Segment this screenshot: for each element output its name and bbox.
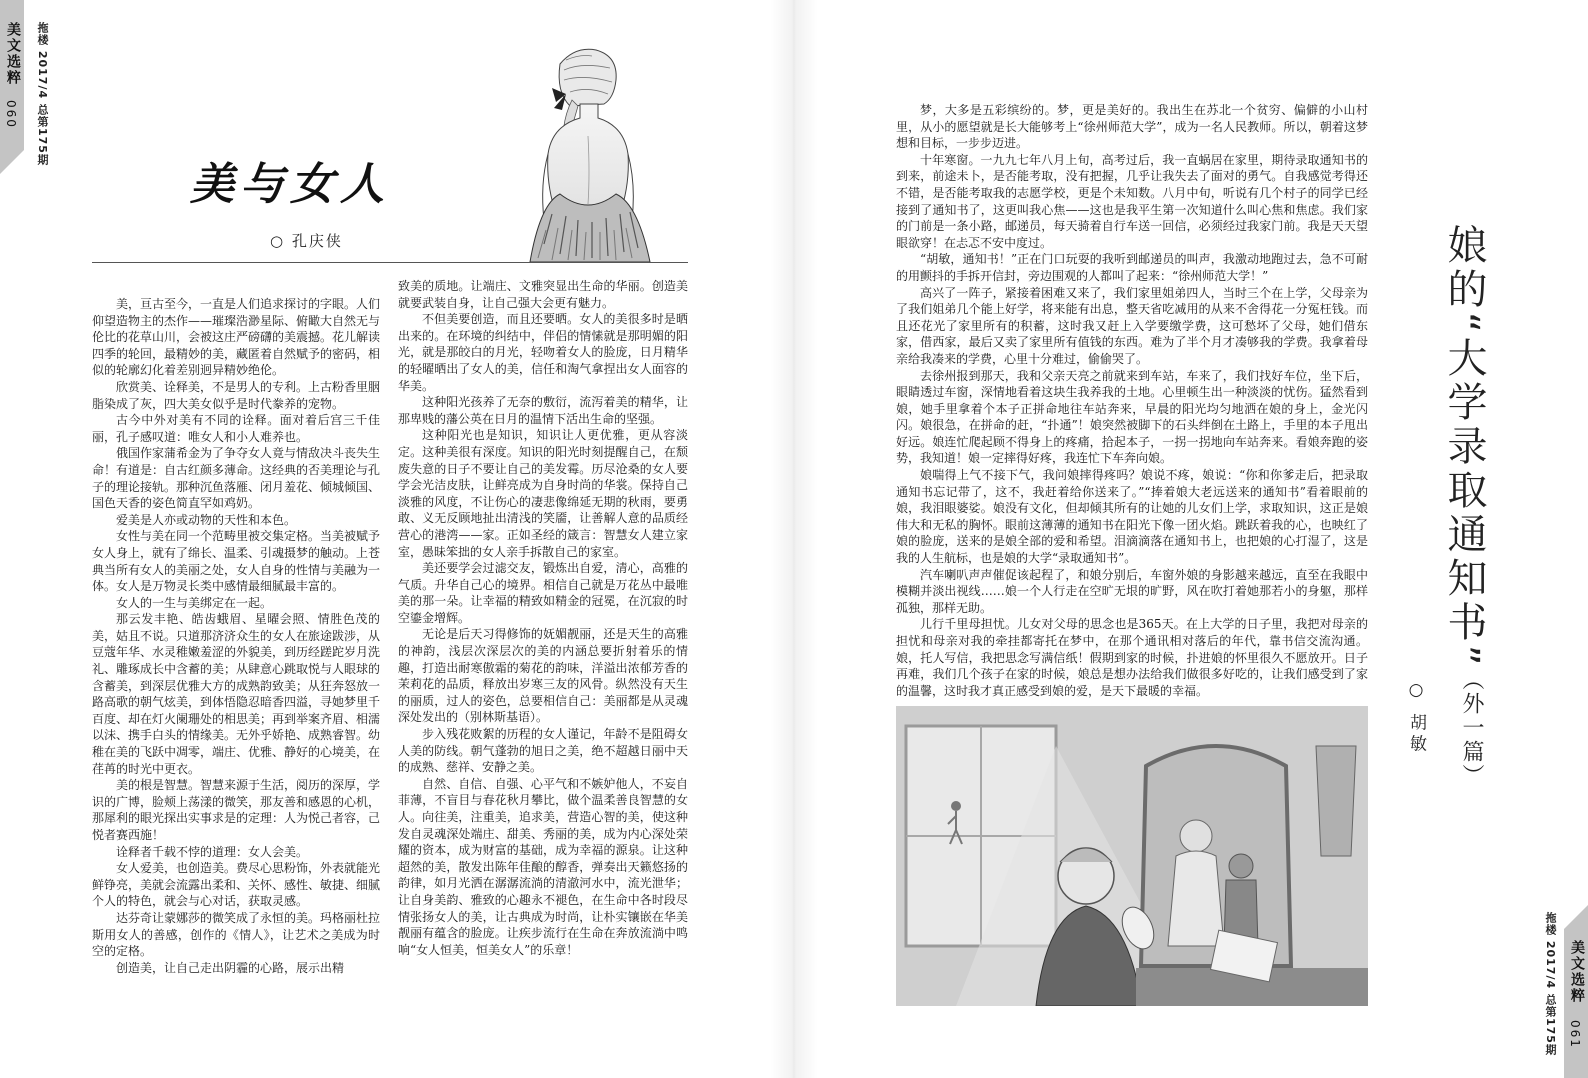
right-article-author: ○ 胡敏 [1406,680,1426,756]
paragraph: 高兴了一阵子，紧接着困难又来了，我们家里姐弟四人，当时三个在上学，父母亲为了我们姐弟几个能上好学，将来能有出息，整天省吃减用的从来不舍得花一分冤枉钱。而且还花光了家里所有的积蓄，这时我又赶上入学要缴学费，这可愁坏了父母，她们借东家，借西家，最后又卖了家里所有值钱的东西。难为了半个月才凑够我的学费。我拿着母亲给我凑来的学费，心里十分难过，偷偷哭了。 [896,285,1368,366]
paragraph: “胡敏，通知书！”正在门口玩耍的我听到邮递员的叫声，我激动地跑过去，急不可耐的用颤抖的手拆开信封，旁边围观的人都叫了起来：“徐州师范大学！” [896,252,1368,283]
paragraph: 诠释者千载不悖的道理：女人会美。 [116,844,309,859]
paragraph: 汽车喇叭声声催促该起程了，和娘分别后，车窗外娘的身影越来越远，直至在我眼中模糊并淡出视线……娘一个人行走在空旷无垠的旷野，风在吹打着她那若小的身躯，那样孤独，那样无助。 [896,567,1368,615]
right-tab-corner [1564,905,1588,929]
paragraph: 俄国作家蒲希金为了争夺女人竟与情敌决斗丧失生命！有道是：自古红颜多薄命。这经典的否美理论与孔子的理论接轨。那种沉鱼落雁、闭月羞花、倾城倾国、国色天香的姿色简直罕如鸡奶。 [92,446,380,511]
paragraph: 欣赏美、诠释美，不是男人的专利。上古粉香里胭脂染成了灰，四大美女似乎是时代豢养的宠物。 [92,379,380,411]
paragraph: 古今中外对美有不同的诠释。面对着后宫三千佳丽，孔子感叹道：唯女人和小人难养也。 [92,413,380,444]
title-divider [92,262,688,263]
paragraph: 去徐州报到那天，我和父亲天亮之前就来到车站，车来了，我们找好车位，坐下后，眼睛透过车窗，深情地看着这块生我养我的土地。心里顿生出一种淡淡的忧伤。猛然看到娘，她手里拿着个本子正拼命地往车站奔来，早晨的阳光均匀地洒在娘的身上，金光闪闪。娘很急，在拼命的赶，“扑通”！娘突然被脚下的石头绊倒在土路上，手里的本子甩出好远。娘连忙爬起顾不得身上的疼痛，拾起本子，一拐一拐地向车站奔来。看娘奔跑的姿势，我知道！娘一定摔得好疼，我连忙下车奔向娘。 [896,368,1368,466]
mother-reading-letter-illustration [896,706,1368,1006]
right-tab-label: 美文选粹 [1569,940,1585,1004]
paragraph: 女人的一生与美绑定在一起。 [116,595,273,610]
article-title: 美与女人 [190,159,390,210]
paragraph: 梦，大多是五彩缤纷的。梦，更是美好的。我出生在苏北一个贫穷、偏僻的小山村里，从小的愿望就是长大能够考上“徐州师范大学”，成为一名人民教师。所以，朝着这梦想和目标，一步步迈进。 [896,103,1368,151]
left-column-1 [92,296,380,1068]
paragraph: 美，亘古至今，一直是人们追求探讨的字眼。人们仰望造物主的杰作——璀璨浩渺星际、俯瞰大自然无与伦比的花草山川，会被这庄严磅礴的美震撼。花儿解读四季的轮回，最精妙的美，藏匿着自然赋予的密码，相似的轮廓幻化着差别迥异精妙绝伦。 [92,297,380,378]
paragraph: 十年寒窗。一九九七年八月上旬，高考过后，我一直蜗居在家里，期待录取通知书的到来，前途未卜，是否能考取，没有把握，几乎让我失去了面对的勇气。自我感觉考得还不错，是否能考取我的志愿学校，更是个未知数。八月中旬，听说有几个村子的同学已经接到了通知书了，这更叫我心焦——这也是我平生第一次知道什么叫心焦和焦虑。我们家的门前是一条小路，邮递员，每天骑着自行车送一回信，必须经过我家门前。我是天天望眼欲穿！在忐忑不安中度过。 [896,152,1368,250]
paragraph: 达芬奇让蒙娜莎的微笑成了永恒的美。玛格丽杜拉斯用女人的善感，创作的《情人》，让艺术之美成为时空的定格。 [92,910,380,959]
woman-back-illustration [500,44,676,262]
left-tab-corner [0,150,24,174]
left-issue-info: 拖楼 2017/4 总第175期 [36,22,49,166]
right-page [794,0,1588,1078]
left-page-number: 060 [4,100,18,129]
paragraph: 致美的质地。让端庄、文雅突显出生命的华丽。创造美就要武装自身，让自己强大会更有魅力。 [398,279,688,310]
right-issue-info: 拖楼 2017/4 总第175期 [1544,912,1557,1056]
paragraph: 美还要学会过滤交友，锻炼出自爱，清心，高雅的气质。升华自己心的境界。相信自己就是万花丛中最唯美的那一朵。让幸福的精致如精金的冠冕，在沉寂的时空鎏金增辉。 [398,561,688,625]
left-column-2 [398,278,688,1068]
right-article-title: 娘的“大学录取通知书” [1441,224,1487,670]
paragraph: 那云发丰艳、皓齿蛾眉、星曜会照、情胜色茂的美，姑且不说。只道那济济众生的女人在旅途跋涉，从豆蔻年华、水灵稚嫩羞涩的外貌美，到历经蹉跎岁月洗礼、雕琢成长中含蓄的美；从肆意心跳取悦与人眼球的含蓄美，到深层优雅大方的成熟韵致美；从狂奔怒放一路高歌的朝气炫美，到体悟隐忍暗香四溢，寻她梦里千百度、却在灯火阑珊处的相思美；再到举案齐眉、相濡以沫、携手白头的情缘美。无外乎娇艳、成熟睿智。幼稚在美的飞跃中凋零，端庄、优雅、静好的心境美，在荏苒的时光中更衣。 [92,612,380,776]
right-article-body [896,102,1368,700]
article-author: ○ 孔庆侠 [270,232,343,250]
paragraph: 儿行千里母担忧。儿女对父母的思念也是365天。在上大学的日子里，我把对母亲的担忧和母亲对我的牵挂都寄托在梦中，在那个通讯相对落后的年代，靠书信交流沟通。娘，托人写信，我把思念写满信纸！假期到家的时候，扑进娘的怀里很久不愿放开。日子再难，我们几个孩子在家的时候，娘总是想办法给我们做很多好吃的，让我们感受到了家的温馨，这时我才真正感受到娘的爱，是天下最暖的幸福。 [896,617,1368,698]
right-page-number: 061 [1568,1020,1582,1049]
paragraph: 女人爱美，也创造美。费尽心思粉饰，外表就能光鲜铮亮，美就会流露出柔和、关怀、感性、敏捷、细腻个人的特色，就会与心对话，获取灵感。 [92,861,380,909]
paragraph: 创造美，让自己走出阴霾的心路，展示出精 [116,960,345,975]
paragraph: 爱美是人亦或动物的天性和本色。 [116,512,297,527]
paragraph: 娘喘得上气不接下气，我问娘摔得疼吗？娘说不疼，娘说：“你和你爹走后，把录取通知书忘记带了，这不，我赶着给你送来了。”“捧着娘大老远送来的通知书”看着眼前的娘，我泪眼婆娑。娘没有文化，但却倾其所有的让她的儿女们上学，求取知识，这正是娘伟大和无私的胸怀。眼前这薄薄的通知书在阳光下像一团火焰。跳跃着我的心，也映红了娘的脸庞，送来的是娘全部的爱和希望。泪滴滴落在通知书上，也把娘的心打湿了，这是我的人生航标，也是娘的大学“录取通知书”。 [896,468,1368,566]
paragraph: 这种阳光孩养了无奈的敷衍，流泻着美的精华，让那卑贱的藩公英在日月的温情下活出生命的坚强。 [398,395,688,426]
paragraph: 女性与美在同一个范畴里被交集定格。当美被赋予女人身上，就有了绵长、温柔、引魂摄梦的触动。上苍典当所有女人的美丽之处，女人自身的性情与美融为一体。女人是万物灵长类中感情最细腻最丰富的。 [92,529,380,594]
paragraph: 不但美要创造，而且还要晒。女人的美很多时是晒出来的。在环境的纠结中，伴侣的情愫就是那明媚的阳光，就是那皎白的月光，轻吻着女人的脸庞，日月精华的轻曜晒出了女人的美，信任和淘气拿捏出女人面容的华美。 [398,312,688,393]
right-article-subtitle: （外一篇） [1459,668,1484,788]
paragraph: 这种阳光也是知识，知识让人更优雅，更从容淡定。这种美很有深度。知识的阳光时刻提醒自己，在颓废失意的日子不要让自己的美发霉。历尽沧桑的女人要学会光洁皮肤，让鲜亮成为自身时尚的华裳。保持自己淡雅的风度，不让伤心的凄悲像绵延无期的秋雨，要勇敢、义无反顾地扯出清浅的笑靥，让善解人意的品质经营心的港湾——家。正如圣经的箴言：智慧女人建立家室，愚昧笨拙的女人亲手拆散自己的家室。 [398,428,688,559]
left-tab-label: 美文选粹 [5,22,21,86]
paragraph: 步入残花败絮的历程的女人谨记，年龄不是阻碍女人美的防线。朝气蓬勃的旭日之美，绝不超越日丽中天的成熟、慈祥、安静之美。 [398,727,688,775]
paragraph: 美的根是智慧。智慧来源于生活，阅历的深厚，学识的广博，脸颊上荡漾的微笑，那友善和感恩的心机，那犀利的眼光探出实事求是的定理：人为悦己者容，己悦者赛西施！ [92,778,380,842]
paragraph: 无论是后天习得修饰的妩媚靓丽，还是天生的高雅的神韵，浅层次深层次的美的内涵总要折射着乐的情趣，打造出耐寒傲霜的菊花的韵味，洋溢出浓郁芳香的茉莉花的品质，释放出岁寒三友的风骨。纵然没有天生的丽质，过人的姿色，总要相信自己：美丽都是从灵魂深处发出的（别林斯基语）。 [398,627,688,725]
paragraph: 自然、自信、自强、心平气和不嫉妒他人，不妄自菲薄，不盲目与春花秋月攀比，做个温柔善良智慧的女人。向往美，注重美，追求美，营造心智的美，使这种发自灵魂深处端庄、甜美、秀丽的美，成为内心深处荣耀的资本，成为财富的基础，成为幸福的源泉。让这种超然的美，散发出陈年佳酿的醇香，弹奏出天籁悠扬的韵律，如月光洒在潺潺流淌的清澈河水中，流光泄华；让自身美韵、雅致的心趣永不褪色，在生命中各时段尽情张扬女人的美，让古典成为时尚，让朴实镶嵌在华美靓丽有蕴含的脸庞。让疾步流行在生命在奔放流淌中鸣响“女人恒美，恒美女人”的乐章！ [398,776,688,957]
